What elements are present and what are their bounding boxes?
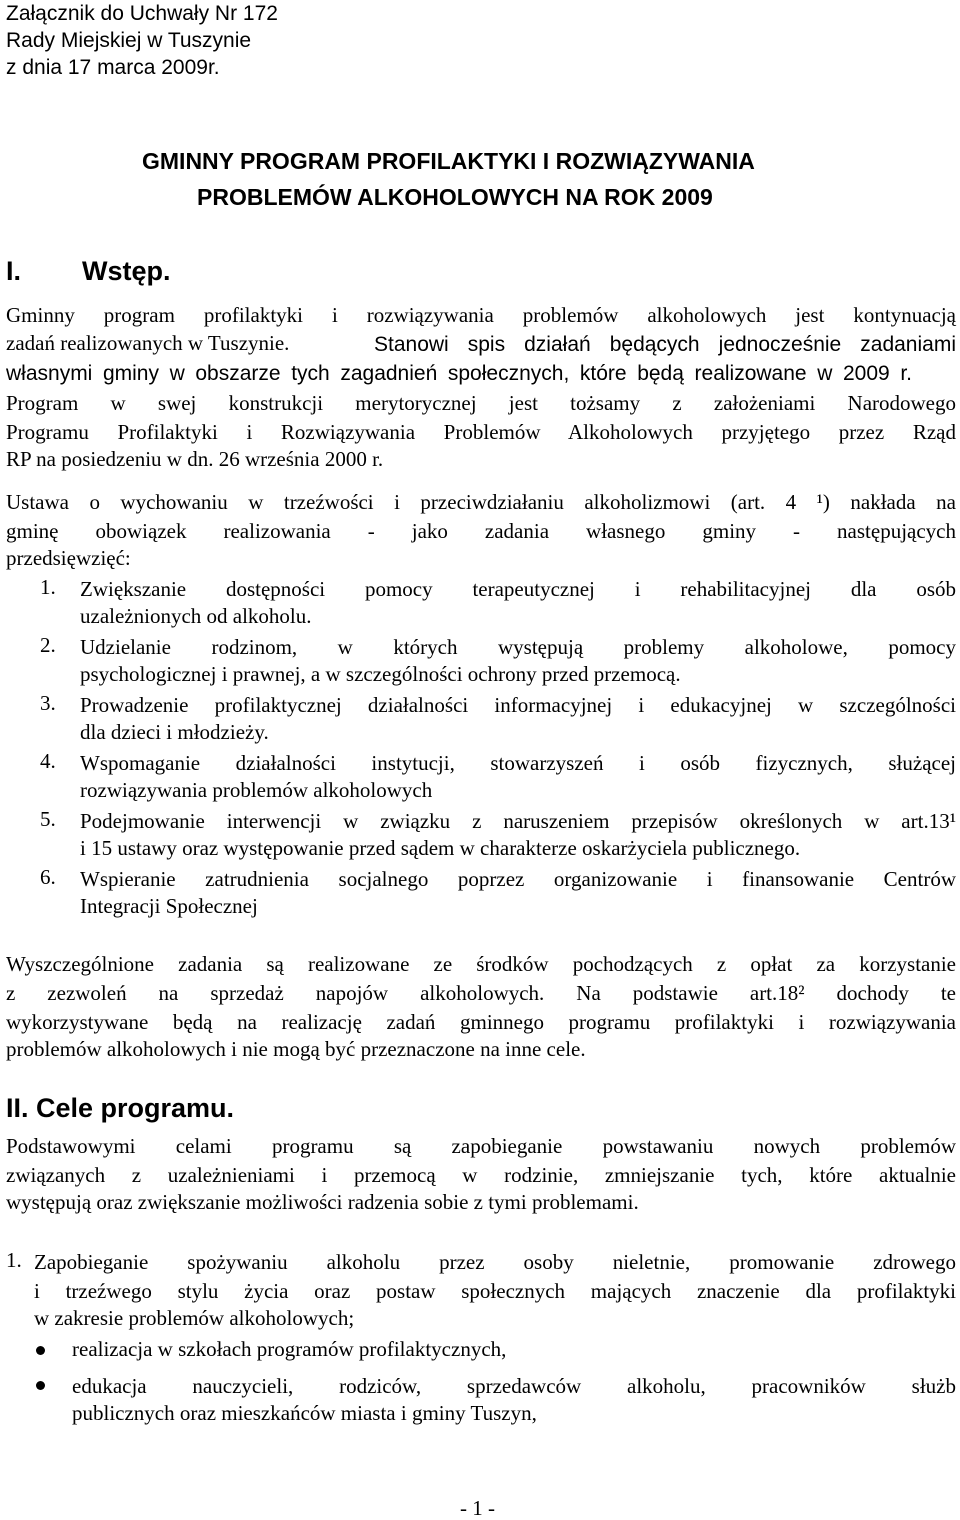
task-5-line-1: Podejmowanie interwencji w związku z naruszeniem przepisów określonych w art.13¹ bbox=[80, 809, 956, 833]
attachment-header-line-2: Rady Miejskiej w Tuszynie bbox=[6, 29, 252, 52]
funding-line-4: problemów alkoholowych i nie mogą być przeznaczone na inne cele. bbox=[6, 1037, 586, 1061]
goals-intro-line-2: związanych z uzależnieniami i przemocą w rodzinie, zmniejszanie tych, które aktualnie bbox=[6, 1163, 956, 1187]
bullet-2-line-1: edukacja nauczycieli, rodziców, sprzedawców alkoholu, pracowników służb bbox=[72, 1374, 956, 1398]
document-title-line-2: PROBLEMÓW ALKOHOLOWYCH NA ROK 2009 bbox=[197, 184, 713, 210]
task-2-number: 2. bbox=[40, 633, 56, 657]
goal-1-number: 1. bbox=[6, 1248, 22, 1272]
funding-line-3: wykorzystywane będą na realizację zadań gminnego programu profilaktyki i rozwiązywania bbox=[6, 1010, 956, 1034]
goal-1-line-1: Zapobieganie spożywaniu alkoholu przez osoby nieletnie, promowanie zdrowego bbox=[34, 1250, 956, 1274]
bullet-2-line-2: publicznych oraz mieszkańców miasta i gminy Tuszyn, bbox=[72, 1401, 537, 1425]
task-6-line-2: Integracji Społecznej bbox=[80, 894, 258, 918]
document-title-line-1: GMINNY PROGRAM PROFILAKTYKI I ROZWIĄZYWANIA bbox=[142, 148, 755, 174]
bullet-1-line-1: realizacja w szkołach programów profilaktycznych, bbox=[72, 1337, 507, 1361]
intro-line-6: RP na posiedzeniu w dn. 26 września 2000 r. bbox=[6, 447, 384, 471]
task-2-line-2: psychologicznej i prawnej, a w szczególności ochrony przed przemocą. bbox=[80, 662, 681, 686]
task-1-line-1: Zwiększanie dostępności pomocy terapeutycznej i rehabilitacyjnej dla osób bbox=[80, 577, 956, 601]
section-1-heading: Wstęp. bbox=[82, 256, 171, 286]
task-4-number: 4. bbox=[40, 749, 56, 773]
goals-intro-line-3: występują oraz zwiększanie możliwości radzenia sobie z tymi problemami. bbox=[6, 1190, 639, 1214]
task-2-line-1: Udzielanie rodzinom, w których występują problemy alkoholowe, pomocy bbox=[80, 635, 956, 659]
task-5-line-2: i 15 ustawy oraz występowanie przed sądem w charakterze oskarżyciela publicznego. bbox=[80, 836, 801, 860]
law-line-2: gminę obowiązek realizowania - jako zadania własnego gminy - następujących bbox=[6, 519, 956, 543]
task-4-line-2: rozwiązywania problemów alkoholowych bbox=[80, 778, 433, 802]
intro-line-1: Gminny program profilaktyki i rozwiązywania problemów alkoholowych jest kontynuacją bbox=[6, 303, 956, 327]
section-2-heading: II. Cele programu. bbox=[6, 1093, 235, 1123]
task-3-line-2: dla dzieci i młodzieży. bbox=[80, 720, 269, 744]
intro-line-5: Programu Profilaktyki i Rozwiązywania Problemów Alkoholowych przyjętego przez Rząd bbox=[6, 420, 956, 444]
bullet-2-dot bbox=[36, 1381, 45, 1390]
intro-line-3: własnymi gminy w obszarze tych zagadnień społecznych, które będą realizowane w 2009 r. bbox=[6, 362, 912, 385]
goal-1-line-3: w zakresie problemów alkoholowych; bbox=[34, 1306, 355, 1330]
intro-line-4: Program w swej konstrukcji merytorycznej jest tożsamy z założeniami Narodowego bbox=[6, 391, 956, 415]
page-number: - 1 - bbox=[460, 1496, 495, 1520]
task-3-number: 3. bbox=[40, 691, 56, 715]
bullet-1-dot bbox=[36, 1346, 45, 1355]
section-1-number: I. bbox=[6, 256, 22, 286]
goals-intro-line-1: Podstawowymi celami programu są zapobieganie powstawaniu nowych problemów bbox=[6, 1134, 956, 1158]
task-3-line-1: Prowadzenie profilaktycznej działalności informacyjnej i edukacyjnej w szczególności bbox=[80, 693, 956, 717]
task-1-line-2: uzależnionych od alkoholu. bbox=[80, 604, 312, 628]
task-6-line-1: Wspieranie zatrudnienia socjalnego poprzez organizowanie i finansowanie Centrów bbox=[80, 867, 956, 891]
goal-1-line-2: i trzeźwego stylu życia oraz postaw społecznych mających znaczenie dla profilaktyki bbox=[34, 1279, 956, 1303]
task-1-number: 1. bbox=[40, 575, 56, 599]
intro-line-2a: zadań realizowanych w Tuszynie. bbox=[6, 331, 290, 355]
funding-line-2: z zezwoleń na sprzedaż napojów alkoholowych. Na podstawie art.18² dochody te bbox=[6, 981, 956, 1005]
funding-line-1: Wyszczególnione zadania są realizowane ze środków pochodzących z opłat za korzystanie bbox=[6, 952, 956, 976]
task-5-number: 5. bbox=[40, 807, 56, 831]
attachment-header-line-1: Załącznik do Uchwały Nr 172 bbox=[6, 2, 278, 25]
task-4-line-1: Wspomaganie działalności instytucji, stowarzyszeń i osób fizycznych, służącej bbox=[80, 751, 956, 775]
intro-line-2b: Stanowi spis działań będących jednocześnie zadaniami bbox=[374, 333, 956, 356]
law-line-3: przedsięwzięć: bbox=[6, 546, 131, 570]
task-6-number: 6. bbox=[40, 865, 56, 889]
law-line-1: Ustawa o wychowaniu w trzeźwości i przeciwdziałaniu alkoholizmowi (art. 4 ¹) nakłada na bbox=[6, 490, 956, 514]
attachment-header-line-3: z dnia 17 marca 2009r. bbox=[6, 56, 220, 79]
